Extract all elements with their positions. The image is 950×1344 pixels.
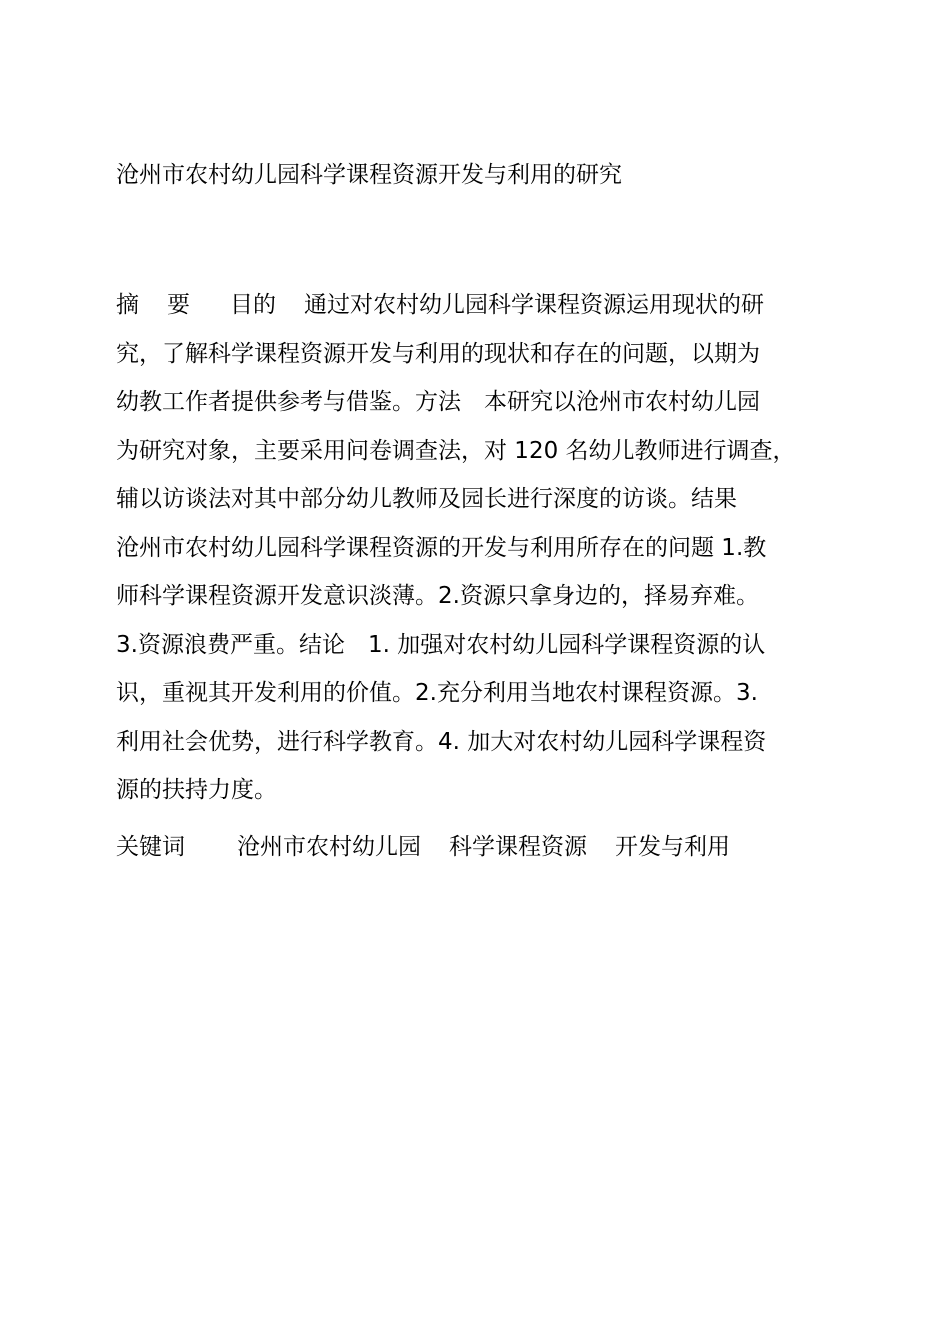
abstract-line: 沧州市农村幼儿园科学课程资源的开发与利用所存在的问题 1.教 <box>116 534 767 561</box>
abstract-label-char-2: 要 <box>167 292 190 318</box>
abstract-line: 师科学课程资源开发意识淡薄。2.资源只拿身边的，择易弃难。 <box>116 583 759 609</box>
abstract-line: 识，重视其开发利用的价值。2.充分利用当地农村课程资源。3. <box>116 680 758 706</box>
abstract-line: 为研究对象，主要采用问卷调查法，对 120 名幼儿教师进行调查， <box>116 437 796 464</box>
abstract-line: 幼教工作者提供参考与借鉴。方法 本研究以沧州市农村幼儿园 <box>116 389 760 415</box>
keywords-line <box>116 826 730 868</box>
abstract-line: 利用社会优势，进行科学教育。4. 加大对农村幼儿园科学课程资 <box>116 728 767 755</box>
abstract-first-line <box>116 281 846 330</box>
keyword-item: 开发与利用 <box>615 834 730 860</box>
abstract-label-char-1: 摘 <box>116 292 139 318</box>
keyword-item: 科学课程资源 <box>449 834 587 860</box>
document-title: 沧州市农村幼儿园科学课程资源开发与利用的研究 <box>116 162 622 188</box>
purpose-label: 目的 <box>230 292 276 318</box>
abstract-line: 辅以访谈法对其中部分幼儿教师及园长进行深度的访谈。结果 <box>116 486 737 512</box>
abstract-line: 究，了解科学课程资源开发与利用的现状和存在的问题，以期为 <box>116 340 760 367</box>
abstract-line: 3.资源浪费严重。结论 1. 加强对农村幼儿园科学课程资源的认 <box>116 631 766 658</box>
keyword-item: 沧州市农村幼儿园 <box>237 834 421 860</box>
abstract-line: 源的扶持力度。 <box>116 777 277 803</box>
abstract-line: 通过对农村幼儿园科学课程资源运用现状的研 <box>304 292 764 318</box>
abstract-section <box>116 281 846 815</box>
keywords-label: 关键词 <box>116 834 185 860</box>
